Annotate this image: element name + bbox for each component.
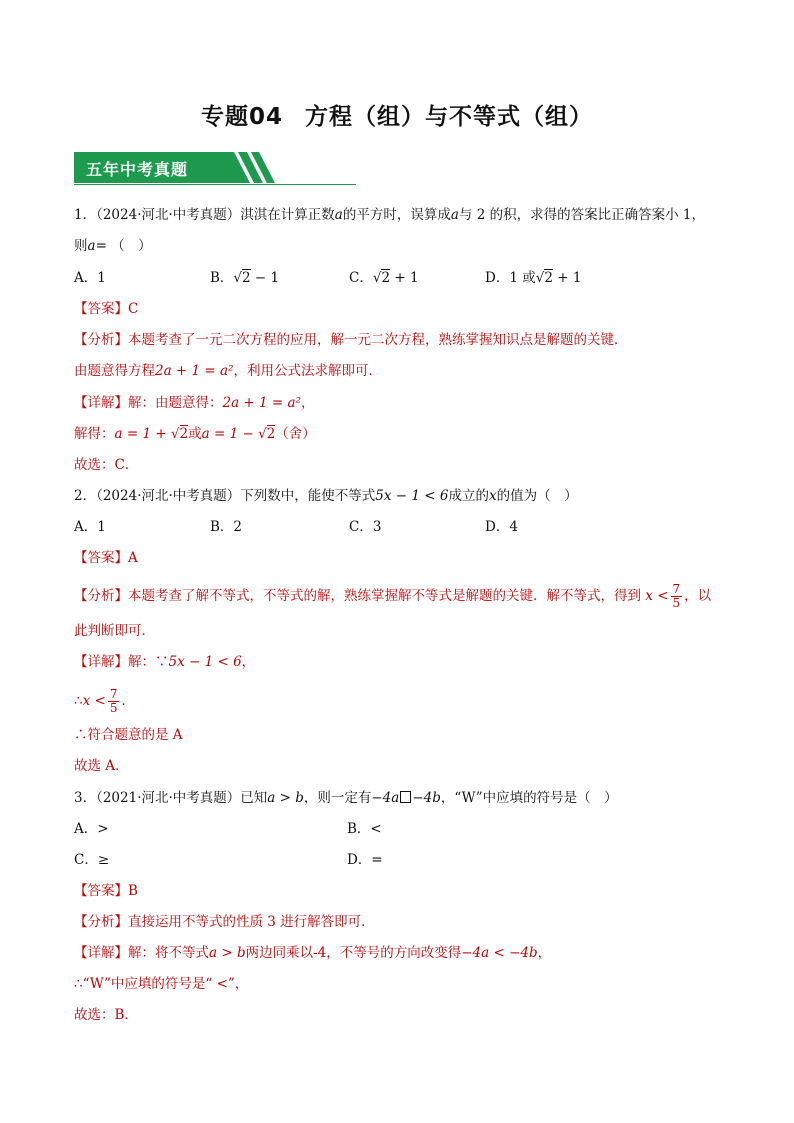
q1-setup: 由题意得方程2a + 1 = a²，利用公式法求解即可．	[74, 363, 382, 379]
title-number: 专题04	[200, 104, 283, 130]
q3-option-a: A．>	[74, 821, 109, 837]
q2-analysis: 【分析】本题考查了解不等式，不等式的解，熟练掌握解不等式是解题的关键．解不等式，得到 x < $\frac{7}{5}$ ，以	[74, 582, 712, 610]
q3-stem: 3．（2021·河北·中考真题）已知a > b，则一定有−4a −4b，“W”中应填的符号是（ ）	[74, 790, 618, 806]
q2-option-b: B．2	[210, 519, 243, 535]
q1-option-a: A．1	[74, 270, 106, 286]
q3-analysis: 【分析】直接运用不等式的性质 3 进行解答即可．	[74, 914, 375, 930]
q1-conclusion: 故选：C．	[74, 457, 139, 473]
q3-therefore: ∴“W”中应填的符号是“ <”，	[74, 976, 249, 992]
q1-option-d: D．1 或√2 + 1	[485, 270, 582, 286]
q3-detail: 【详解】解：将不等式a > b两边同乘以-4，不等号的方向改变得−4a < −4b，	[74, 945, 552, 961]
q2-option-c: C．3	[349, 519, 382, 535]
q1-answer: 【答案】C	[74, 301, 139, 317]
q2-option-a: A．1	[74, 519, 106, 535]
q1-stem-line2: 则a= （ ）	[74, 238, 152, 254]
q2-detail: 【详解】解：∵5x − 1 < 6，	[74, 654, 256, 670]
q2-analysis-fraction: $\frac{7}{5}$	[672, 582, 681, 610]
q2-answer: 【答案】A	[74, 550, 138, 566]
title-text: 方程（组）与不等式（组）	[305, 104, 593, 130]
q1-detail: 【详解】解：由题意得：2a + 1 = a²，	[74, 395, 315, 411]
q2-analysis-cont: 此判断即可．	[74, 623, 155, 639]
q2-option-d: D．4	[485, 519, 518, 535]
q3-option-c: C．≥	[74, 852, 110, 868]
q2-therefore: ∴x < $\frac{7}{5}$ ．	[74, 687, 135, 715]
q3-answer: 【答案】B	[74, 883, 138, 899]
q1-solution: 解得：a = 1 + √2或a = 1 − √2（舍）	[74, 426, 316, 442]
page-title	[0, 98, 794, 131]
q2-conclusion: 故选 A．	[74, 758, 129, 774]
q2-stem: 2．（2024·河北·中考真题）下列数中，能使不等式5x − 1 < 6成立的x的值为（ ）	[74, 488, 578, 504]
q1-option-c: C．√2 + 1	[349, 270, 419, 286]
blank-box	[400, 791, 411, 803]
banner-label: 五年中考真题	[86, 160, 189, 179]
q1-stem-line1: 1．（2024·河北·中考真题）淇淇在计算正数a的平方时，误算成a与 2 的积，求得的答案比正确答案小 1，	[74, 207, 705, 223]
q1-analysis: 【分析】本题考查了一元二次方程的应用，解一元二次方程，熟练掌握知识点是解题的关键．	[74, 332, 628, 348]
q1-option-b: B．√2 − 1	[210, 270, 280, 286]
q3-option-b: B．<	[347, 821, 382, 837]
q2-detail-fraction: $\frac{7}{5}$	[109, 687, 118, 715]
q3-conclusion: 故选：B．	[74, 1007, 138, 1023]
q3-option-d: D．=	[347, 852, 383, 868]
q2-therefore2: ∴符合题意的是 A	[74, 727, 183, 743]
section-banner	[74, 152, 356, 186]
